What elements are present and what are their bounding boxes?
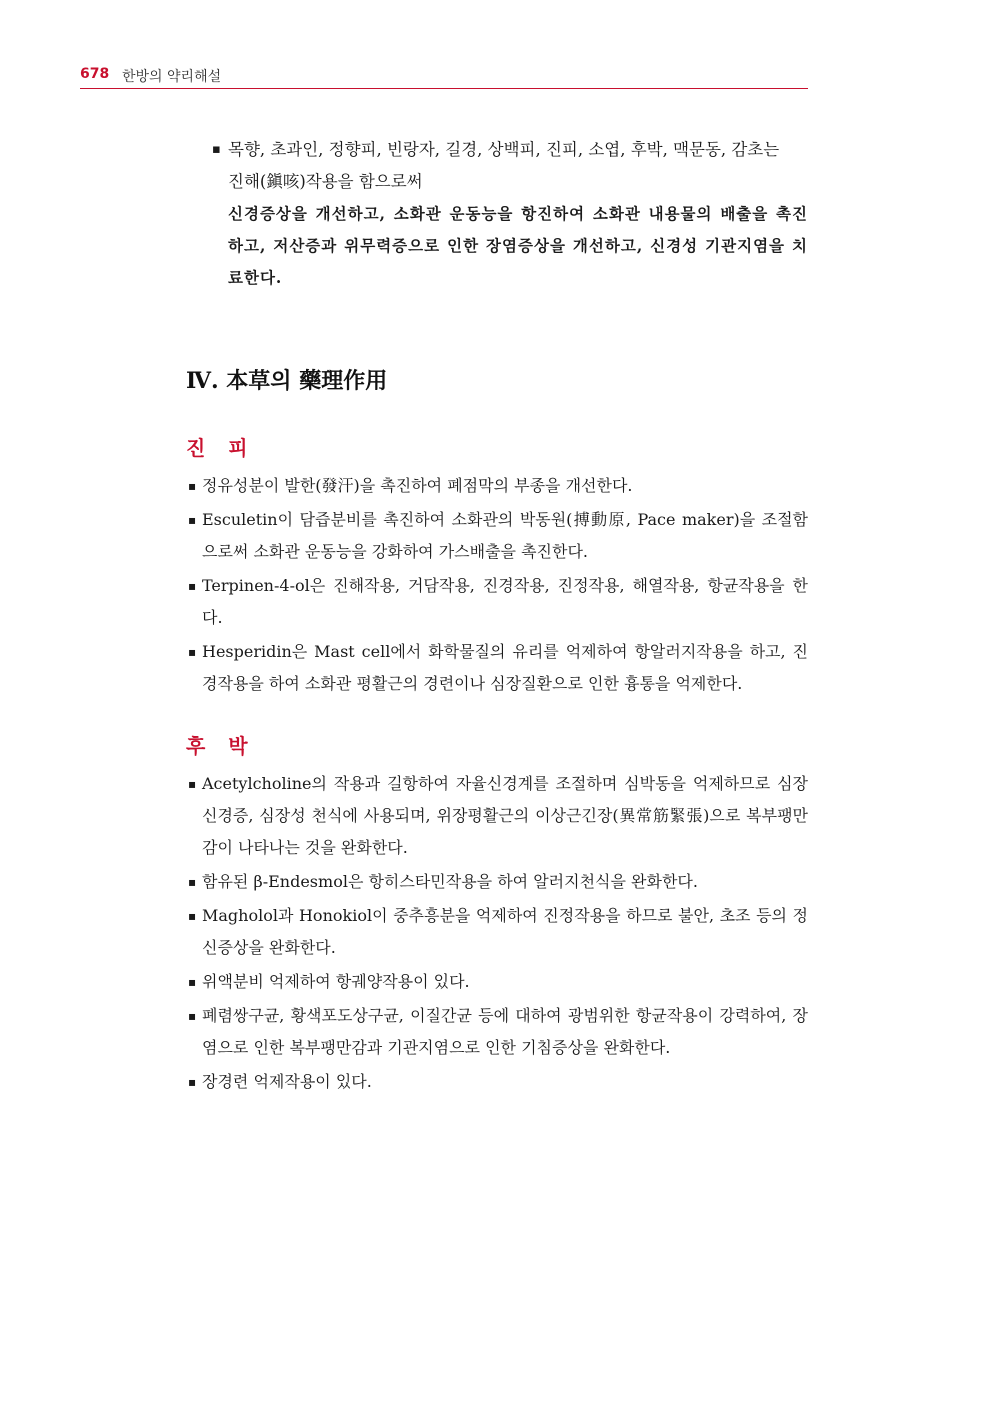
subheading-hubak: 후 박 [186,734,256,758]
jinpi-list [186,470,808,702]
bullet-icon: ▪ [188,479,197,493]
list-item: ▪ Esculetin이 담즙분비를 촉진하여 소화관의 박동원(搏動原, Pace maker)을 조절함으로써 소화관 운동능을 강화하여 가스배출을 촉진한다. [186,504,808,568]
list-item: ▪ Magholol과 Honokiol이 중추흥분을 억제하여 진정작용을 하므로 불안, 초조 등의 정신증상을 완화한다. [186,900,808,964]
bullet-icon: ▪ [188,777,197,791]
bullet-icon: ▪ [188,513,197,527]
bullet-icon: ▪ [188,645,197,659]
bullet-icon: ▪ [188,875,197,889]
running-title: 한방의 약리해설 [122,69,222,85]
bullet-icon: ▪ [188,975,197,989]
bullet-icon: ▪ [188,579,197,593]
section-heading: Ⅳ. 本草의 藥理作用 [186,368,388,394]
bullet-icon: ▪ [188,909,197,923]
list-item: ▪ 장경련 억제작용이 있다. [186,1066,808,1098]
list-item: ▪ Terpinen-4-ol은 진해작용, 거담작용, 진경작용, 진정작용, 해열작용, 항균작용을 한다. [186,570,808,634]
list-item: ▪ Hesperidin은 Mast cell에서 화학물질의 유리를 억제하여 항알러지작용을 하고, 진경작용을 하여 소화관 평활근의 경련이나 심장질환으로 인한 흉통을 억제한다. [186,636,808,700]
list-item: ▪ Acetylcholine의 작용과 길항하여 자율신경계를 조절하며 심박동을 억제하므로 심장신경증, 심장성 천식에 사용되며, 위장평활근의 이상근긴장(異常筋緊張)으로 복부팽만감이 나타나는 것을 완화한다. [186,768,808,864]
intro-bold-text: 신경증상을 개선하고, 소화관 운동능을 항진하여 소화관 내용물의 배출을 촉진하고, 저산증과 위무력증으로 인한 장염증상을 개선하고, 신경성 기관지염을 치료한다. [228,204,808,287]
list-item: ▪ 정유성분이 발한(發汗)을 촉진하여 폐점막의 부종을 개선한다. [186,470,808,502]
bullet-icon: ▪ [188,1009,197,1023]
intro-line-2: 진해(鎭咳)작용을 함으로써 [228,172,423,191]
list-item: ▪ 위액분비 억제하여 항궤양작용이 있다. [186,966,808,998]
page-header [80,66,808,89]
intro-paragraph [212,134,808,294]
hubak-list [186,768,808,1100]
subheading-jinpi: 진 피 [186,436,256,460]
list-item: ▪ 폐렴쌍구균, 황색포도상구균, 이질간균 등에 대하여 광범위한 항균작용이 강력하여, 장염으로 인한 복부팽만감과 기관지염으로 인한 기침증상을 완화한다. [186,1000,808,1064]
page-number: 678 [80,66,110,82]
bullet-icon: ▪ [188,1075,197,1089]
intro-line-1: 목향, 초과인, 정향피, 빈랑자, 길경, 상백피, 진피, 소엽, 후박, 맥문동, 감초는 [228,140,780,159]
bullet-icon: ▪ [212,142,221,157]
list-item: ▪ 함유된 β-Endesmol은 항히스타민작용을 하여 알러지천식을 완화한다. [186,866,808,898]
